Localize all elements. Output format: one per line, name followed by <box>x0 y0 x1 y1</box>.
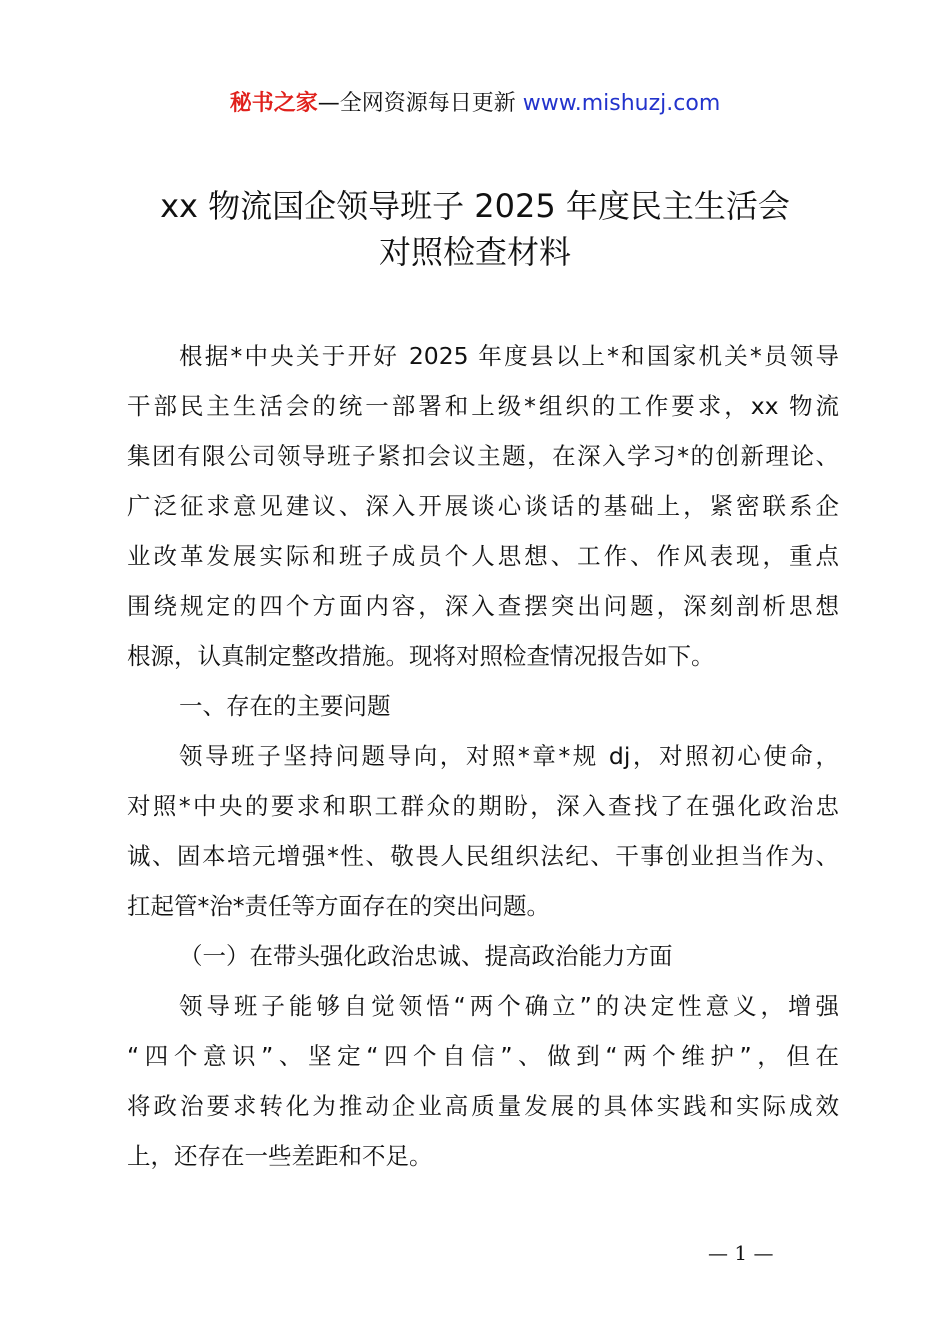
document-body <box>127 331 839 1181</box>
paragraph-political <box>127 981 839 1181</box>
text-line: 业改革发展实际和班子成员个人思想、工作、作风表现，重点 <box>127 542 839 570</box>
text-line: 一、存在的主要问题 <box>179 692 391 720</box>
document-header <box>0 88 950 120</box>
paragraph-intro <box>127 331 839 681</box>
text-line: 诚、固本培元增强*性、敬畏人民组织法纪、干事创业担当作为、 <box>127 842 839 870</box>
section-heading <box>127 681 839 731</box>
text-line: 扛起管*治*责任等方面存在的突出问题。 <box>127 892 550 920</box>
header-tagline: —全网资源每日更新 <box>317 91 516 116</box>
title-line-2: 对照检查材料 <box>378 233 571 271</box>
text-line: 领导班子能够自觉领悟“两个确立”的决定性意义，增强 <box>179 992 839 1020</box>
text-line: 根据*中央关于开好 2025 年度县以上*和国家机关*员领导 <box>179 342 839 370</box>
text-line: 领导班子坚持问题导向，对照*章*规 dj，对照初心使命， <box>179 742 839 770</box>
paragraph-problems <box>127 731 839 931</box>
text-line: 根源，认真制定整改措施。现将对照检查情况报告如下。 <box>127 642 715 670</box>
page-number: — 1 — <box>708 1241 774 1265</box>
brand-name: 秘书之家 <box>229 91 318 116</box>
document-title <box>0 183 950 275</box>
text-line: 将政治要求转化为推动企业高质量发展的具体实践和实际成效 <box>127 1092 839 1120</box>
text-line: 围绕规定的四个方面内容，深入查摆突出问题，深刻剖析思想 <box>127 592 839 620</box>
text-line: 干部民主生活会的统一部署和上级*组织的工作要求，xx 物流 <box>127 392 839 420</box>
text-line: 广泛征求意见建议、深入开展谈心谈话的基础上，紧密联系企 <box>127 492 839 520</box>
text-line: 集团有限公司领导班子紧扣会议主题，在深入学习*的创新理论、 <box>127 442 839 470</box>
website-link[interactable]: www.mishuzj.com <box>522 91 721 116</box>
text-line: 上，还存在一些差距和不足。 <box>127 1142 433 1170</box>
text-line: 对照*中央的要求和职工群众的期盼，深入查找了在强化政治忠 <box>127 792 839 820</box>
text-line: “四个意识”、坚定“四个自信”、做到“两个维护”，但在 <box>127 1042 839 1070</box>
text-line: （一）在带头强化政治忠诚、提高政治能力方面 <box>179 942 673 970</box>
subsection-heading <box>127 931 839 981</box>
title-line-1: xx 物流国企领导班子 2025 年度民主生活会 <box>160 187 790 225</box>
